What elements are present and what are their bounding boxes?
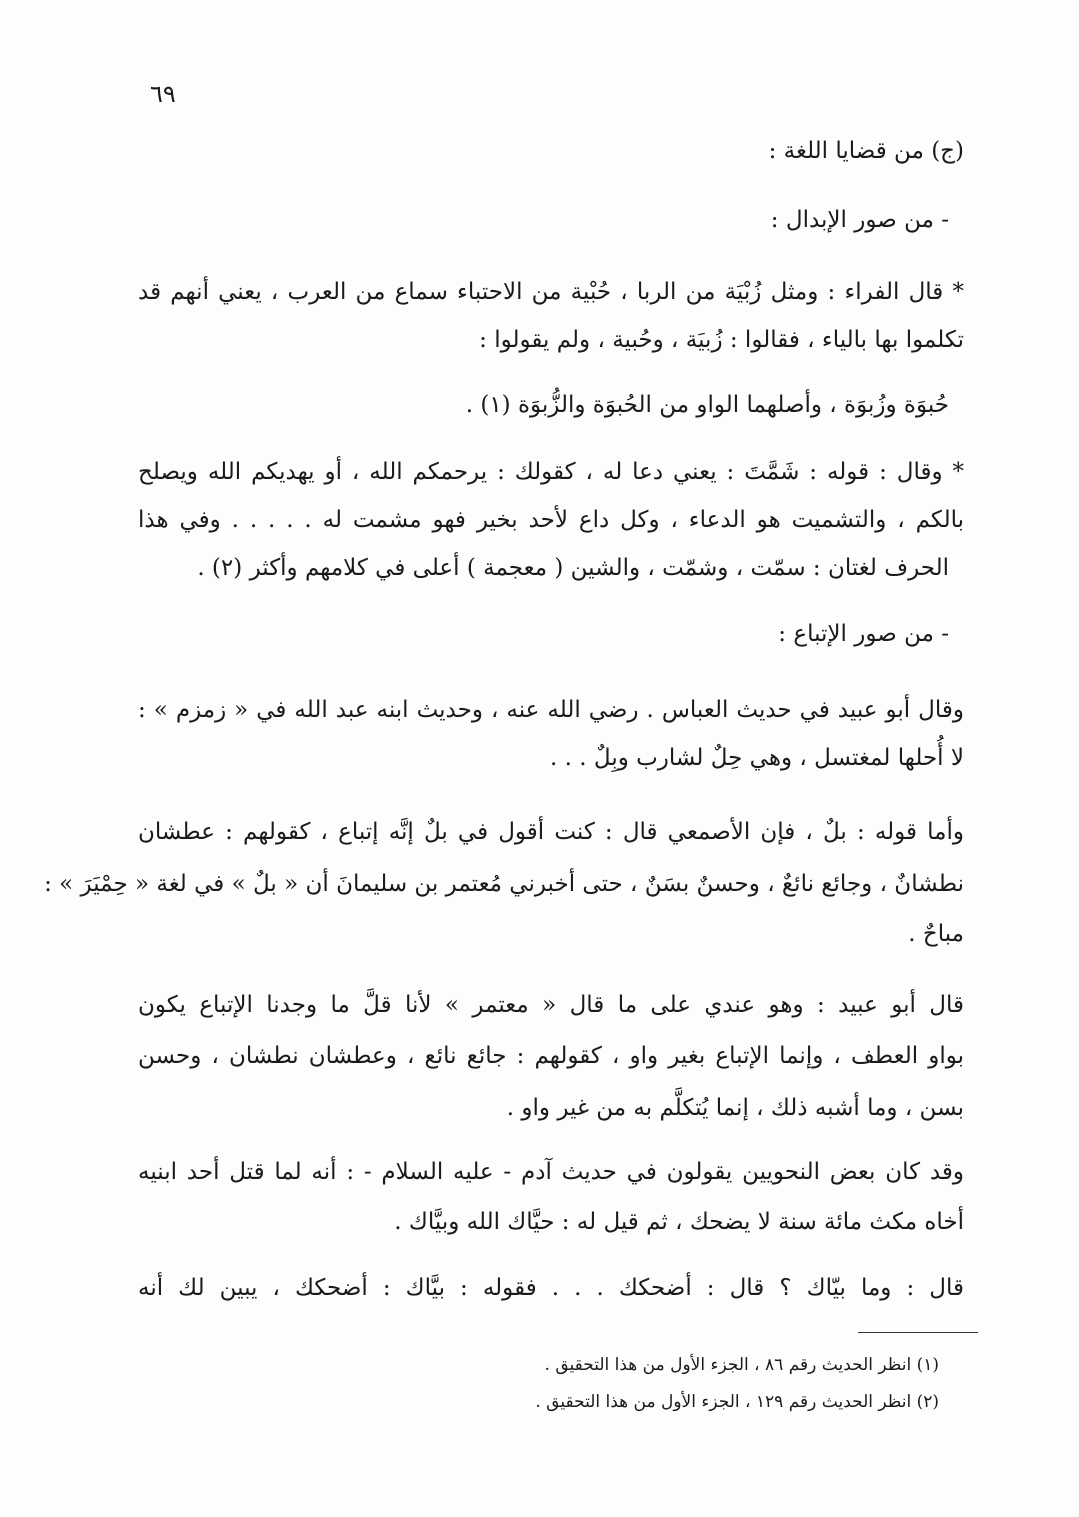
paragraph-line: وقال أبو عبيد في حديث العباس . رضي الله عنه ، وحديث ابنه عبد الله في « زمزم » : bbox=[138, 697, 964, 723]
subheading-ibdal: - من صور الإبدال : bbox=[770, 207, 949, 233]
paragraph-line: قال : وما بيّاك ؟ قال : أضحكك . . . فقوله : بيَّاك : أضحكك ، يبين لك أنه bbox=[138, 1275, 964, 1301]
paragraph-line: بسن ، وما أشبه ذلك ، إنما يُتكلَّم به من غير واو . bbox=[506, 1095, 964, 1121]
footnote-divider bbox=[858, 1332, 978, 1333]
footnote: (١) انظر الحديث رقم ٨٦ ، الجزء الأول من هذا التحقيق . bbox=[544, 1355, 939, 1375]
paragraph-line: أخاه مكث مائة سنة لا يضحك ، ثم قيل له : حيَّاك الله وبيَّاك . bbox=[394, 1209, 964, 1235]
paragraph-line: * قال الفراء : ومثل زُبْيَة من الربا ، حُبْية من الاحتباء سماع من العرب ، يعني أنهم قد bbox=[138, 279, 964, 305]
subheading-itba: - من صور الإتباع : bbox=[778, 621, 949, 647]
paragraph-line: مباحٌ . bbox=[908, 921, 964, 947]
paragraph-line: تكلموا بها بالياء ، فقالوا : زُبيَة ، وحُبية ، ولم يقولوا : bbox=[479, 327, 964, 353]
page-number: ٦٩ bbox=[150, 80, 176, 108]
paragraph-line: بواو العطف ، وإنما الإتباع بغير واو ، كقولهم : جائع نائع ، وعطشان نطشان ، وحسن bbox=[138, 1043, 964, 1069]
paragraph-line: الحرف لغتان : سمّت ، وشمّت ، والشين ( معجمة ) أعلى في كلامهم وأكثر (٢) . bbox=[197, 555, 949, 581]
paragraph-line: بالكم ، والتشميت هو الدعاء ، وكل داع لأحد بخير فهو مشمت له . . . . . وفي هذا bbox=[138, 507, 964, 533]
paragraph-line: قال أبو عبيد : وهو عندي على ما قال « معتمر » لأنا قلَّ ما وجدنا الإتباع يكون bbox=[138, 992, 964, 1018]
paragraph-line: لا أُحلها لمغتسل ، وهي حِلٌ لشارب وبِلٌ . . . bbox=[550, 745, 964, 771]
paragraph-line: حُبوَة وزُبوَة ، وأصلهما الواو من الحُبوَة والزُّبوَة (١) . bbox=[465, 392, 949, 418]
paragraph-line: وأما قوله : بلٌ ، فإن الأصمعي قال : كنت أقول في بلٌ إنَّه إتباع ، كقولهم : عطشان bbox=[138, 819, 965, 845]
footnote: (٢) انظر الحديث رقم ١٢٩ ، الجزء الأول من هذا التحقيق . bbox=[535, 1392, 939, 1412]
paragraph-line: وقد كان بعض النحويين يقولون في حديث آدم - عليه السلام - : أنه لما قتل أحد ابنيه bbox=[138, 1159, 964, 1185]
paragraph-line: نطشانٌ ، وجائع نائعٌ ، وحسنٌ بسَنٌ ، حتى أخبرني مُعتمر بن سليمانَ أن « بلٌ » في لغة « حِمْيَرَ » : bbox=[44, 871, 964, 897]
paragraph-line: * وقال : قوله : شَمَّتَ : يعني دعا له ، كقولك : يرحمكم الله ، أو يهديكم الله ويصلح bbox=[138, 459, 964, 485]
section-heading: (ج) من قضايا اللغة : bbox=[768, 138, 964, 164]
